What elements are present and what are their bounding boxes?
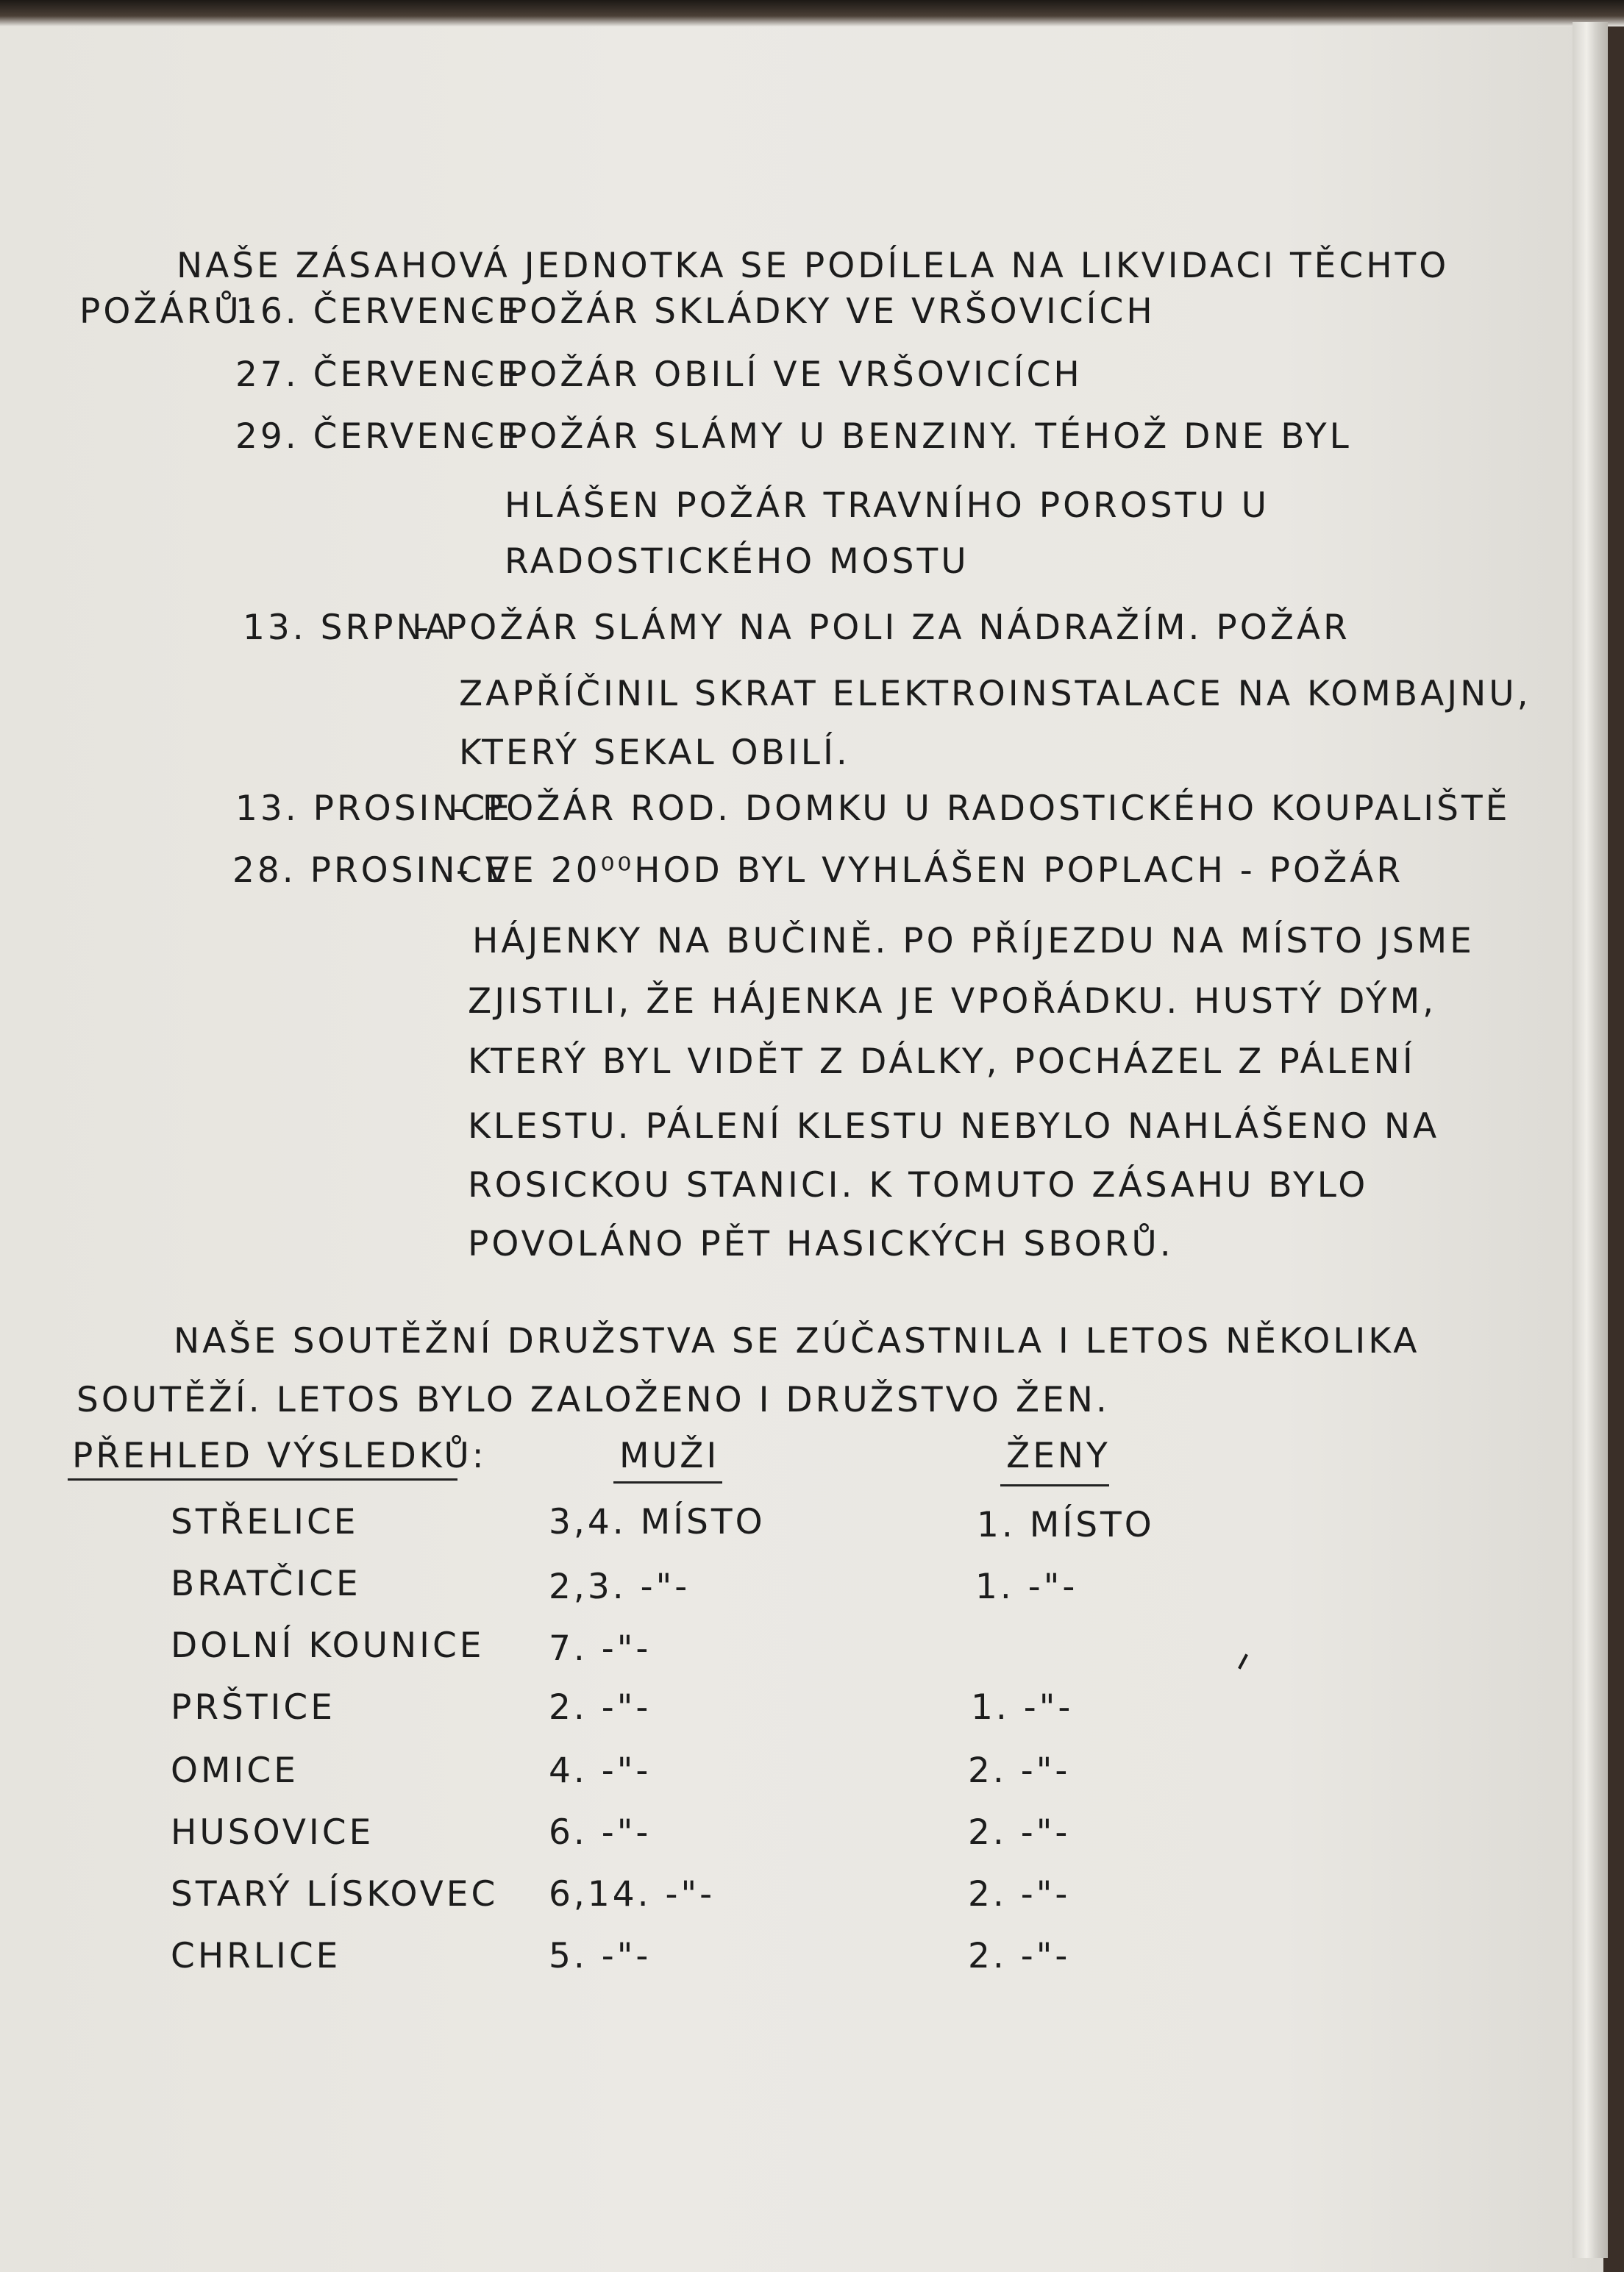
fire-text-5-1: - POŽÁR ROD. DOMKU U RADOSTICKÉHO KOUPALIŠTĚ	[453, 788, 1511, 829]
fires-intro-prefix: POŽÁRŮ:	[79, 291, 257, 332]
result-place: BRATČICE	[171, 1564, 361, 1604]
fire-text-6-4: KTERÝ BYL VIDĚT Z DÁLKY, POCHÁZEL Z PÁLENÍ	[468, 1041, 1416, 1082]
col-men-underline	[613, 1481, 722, 1484]
result-men: 5. -"-	[549, 1936, 652, 1976]
fire-text-4-1: - POŽÁR SLÁMY NA POLI ZA NÁDRAŽÍM. POŽÁR	[416, 608, 1350, 648]
fire-text-6-5: KLESTU. PÁLENÍ KLESTU NEBYLO NAHLÁŠENO NA	[468, 1106, 1440, 1147]
result-women: 1. -"-	[971, 1687, 1074, 1728]
result-place: STARÝ LÍSKOVEC	[171, 1874, 499, 1915]
fires-intro-line-1: NAŠE ZÁSAHOVÁ JEDNOTKA SE PODÍLELA NA LIKVIDACI TĚCHTO	[177, 246, 1450, 286]
result-place: CHRLICE	[171, 1936, 341, 1976]
fire-date-1: 16. ČERVENCE	[235, 291, 522, 332]
fire-date-6: 28. PROSINCE	[232, 850, 510, 891]
fire-text-4-2: ZAPŘÍČINIL SKRAT ELEKTROINSTALACE NA KOMBAJNU,	[459, 674, 1531, 714]
competition-line-2: SOUTĚŽÍ. LETOS BYLO ZALOŽENO I DRUŽSTVO ŽEN.	[76, 1380, 1110, 1420]
fire-text-6-7: POVOLÁNO PĚT HASICKÝCH SBORŮ.	[468, 1224, 1174, 1264]
results-col-men: MUŽI	[619, 1436, 720, 1476]
fire-text-3-3: RADOSTICKÉHO MOSTU	[505, 541, 969, 582]
stray-pen-mark	[1238, 1653, 1248, 1669]
fire-date-4: 13. SRPNA	[243, 608, 452, 648]
page-top-edge	[0, 0, 1624, 26]
fire-text-1-1: - POŽÁR SKLÁDKY VE VRŠOVICÍCH	[477, 291, 1155, 332]
result-women: 2. -"-	[968, 1751, 1071, 1791]
result-place: PRŠTICE	[171, 1687, 335, 1728]
result-women: 2. -"-	[968, 1874, 1071, 1915]
result-place: DOLNÍ KOUNICE	[171, 1625, 485, 1666]
result-men: 6,14. -"-	[549, 1874, 716, 1915]
results-heading: PŘEHLED VÝSLEDKŮ:	[72, 1436, 487, 1476]
result-men: 2. -"-	[549, 1687, 652, 1728]
competition-line-1: NAŠE SOUTĚŽNÍ DRUŽSTVA SE ZÚČASTNILA I LETOS NĚKOLIKA	[174, 1321, 1420, 1361]
result-men: 7. -"-	[549, 1628, 652, 1669]
result-place: STŘELICE	[171, 1502, 359, 1542]
result-men: 4. -"-	[549, 1751, 652, 1791]
fire-text-2-1: - POŽÁR OBILÍ VE VRŠOVICÍCH	[477, 355, 1083, 395]
fire-text-3-1: - POŽÁR SLÁMY U BENZINY. TÉHOŽ DNE BYL	[477, 416, 1352, 457]
fire-date-5: 13. PROSINCE	[235, 788, 513, 829]
fire-text-6-6: ROSICKOU STANICI. K TOMUTO ZÁSAHU BYLO	[468, 1165, 1369, 1206]
result-women: 2. -"-	[968, 1936, 1071, 1976]
fire-text-6-1: - VE 20⁰⁰HOD BYL VYHLÁŠEN POPLACH - POŽÁR	[456, 850, 1404, 891]
result-place: OMICE	[171, 1751, 299, 1791]
result-women: 2. -"-	[968, 1812, 1071, 1853]
fire-text-3-2: HLÁŠEN POŽÁR TRAVNÍHO POROSTU U	[505, 485, 1269, 526]
result-men: 6. -"-	[549, 1812, 652, 1853]
results-heading-underline	[68, 1478, 457, 1481]
fire-date-2: 27. ČERVENCE	[235, 355, 522, 395]
result-women: 1. MÍSTO	[977, 1505, 1155, 1545]
fire-text-4-3: KTERÝ SEKAL OBILÍ.	[459, 733, 850, 773]
fire-text-6-3: ZJISTILI, ŽE HÁJENKA JE VPOŘÁDKU. HUSTÝ DÝM,	[468, 981, 1437, 1022]
fire-date-3: 29. ČERVENCE	[235, 416, 522, 457]
result-men: 3,4. MÍSTO	[549, 1502, 766, 1542]
results-col-women: ŽENY	[1006, 1436, 1111, 1476]
result-men: 2,3. -"-	[549, 1567, 691, 1607]
result-women: 1. -"-	[975, 1567, 1078, 1607]
result-place: HUSOVICE	[171, 1812, 374, 1853]
fire-text-6-2: HÁJENKY NA BUČINĚ. PO PŘÍJEZDU NA MÍSTO JSME	[472, 921, 1475, 961]
col-women-underline	[1000, 1484, 1109, 1486]
stacked-page-edge	[1573, 22, 1608, 2258]
